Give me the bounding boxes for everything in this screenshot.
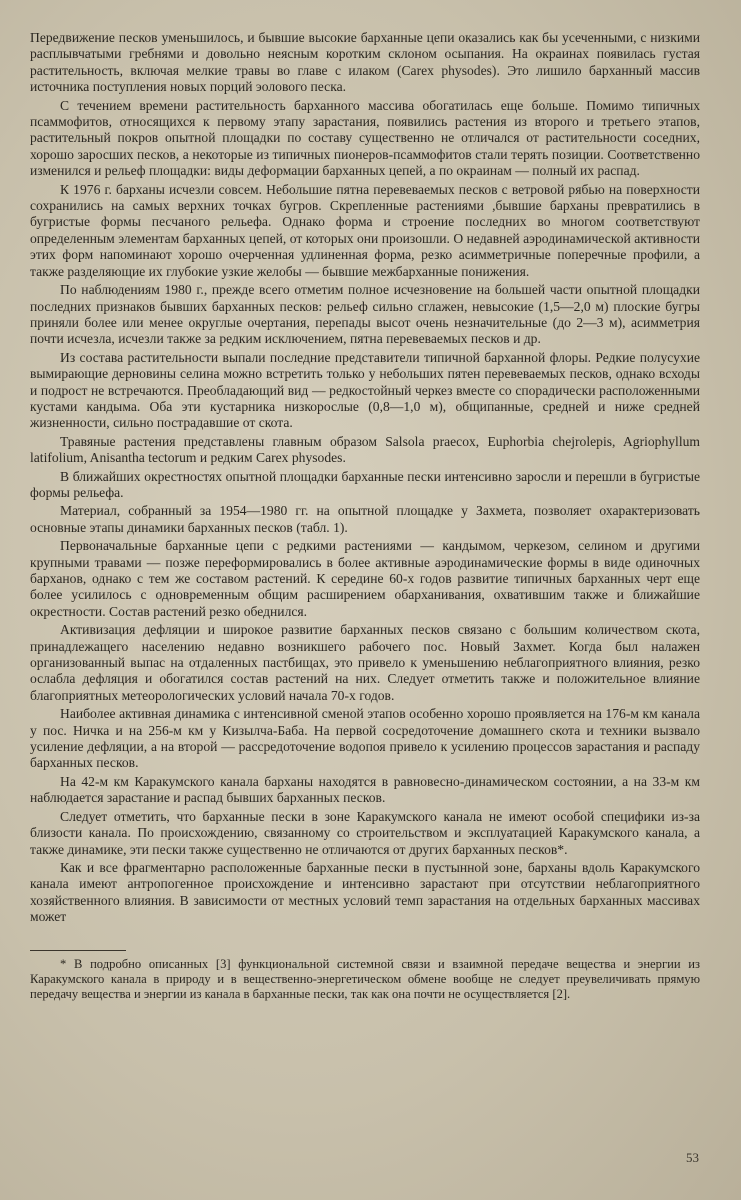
paragraph-2: С течением времени растительность барханного массива обогатилась еще больше. Помимо типичных псаммофитов, относящихся к первому этапу зарастания, появились растения из второго и третьего этапов, растительный покров опытной площадки по составу существенно не отличался от растительности соседних, хорошо заросших песков, а некоторые из типичных пионеров-псаммофитов стали терять позиции. Соответственно изменился и рельеф площадки: виды деформации барханных цепей, а по окраинам — полный их распад. (30, 97, 700, 179)
page-number: 53 (686, 1150, 699, 1165)
paragraph-11: Наиболее активная динамика с интенсивной сменой этапов особенно хорошо проявляется на 176-м км канала у пос. Ничка и на 256-м км у Кизылча-Баба. На первой сосредоточение домашнего скота и техники вызвало усиление дефляции, а на второй — рассредоточение водопоя привело к усилению процессов зарастания и распаду барханных песков. (30, 706, 700, 771)
paragraph-14: Как и все фрагментарно расположенные барханные пески в пустынной зоне, барханы вдоль Каракумского канала имеют антропогенное происхождение и интенсивно зарастают при отсутствии неблагоприятного хозяйственного влияния. В зависимости от местных условий темп зарастания на отдельных барханных массивах может (30, 859, 700, 925)
paragraph-8: Материал, собранный за 1954—1980 гг. на опытной площадке у Захмета, позволяет охарактеризовать основные этапы динамики барханных песков (табл. 1). (30, 503, 700, 535)
paragraph-4: По наблюдениям 1980 г., прежде всего отметим полное исчезновение на большей части опытной площадки последних признаков бывших барханных песков: рельеф сильно сглажен, невысокие (1,5—2,0 м) плоские бугры приняли более или менее округлые очертания, перепады высот очень незначительные (до 2—3 м), асимметрия почти исчезла, исчезли также за редким исключением, пятна перевеваемых песков и др. (30, 282, 700, 347)
paragraph-13: Следует отметить, что барханные пески в зоне Каракумского канала не имеют особой специфики из-за близости канала. По происхождению, связанному со строительством и эксплуатацией Каракумского канала, а также динамике, эти пески также существенно не отличаются от других барханных песков*. (30, 808, 700, 857)
paragraph-3: К 1976 г. барханы исчезли совсем. Небольшие пятна перевеваемых песков с ветровой рябью на поверхности сохранились на самых верхних точках бугров. Скрепленные растениями ,бывшие барханы превратились в бугристые формы песчаного рельефа. Однако форма и строение последних во многом соответствуют определенным элементам барханных цепей, от которых они произошли. О недавней аэродинамической активности этих форм напоминают хорошо очерченная удлиненная форма, резко асимметричные поперечные профили, а также разделяющие их глубокие узкие желобы — бывшие межбарханные понижения. (30, 181, 700, 279)
page-body (30, 30, 700, 1002)
footnote-rule (30, 950, 126, 951)
paragraph-12: На 42-м км Каракумского канала барханы находятся в равновесно-динамическом состоянии, а на 33-м км наблюдается зарастание и распад бывших барханных песков. (30, 773, 700, 806)
paragraph-7: В ближайших окрестностях опытной площадки барханные пески интенсивно заросли и перешли в бугристые формы рельефа. (30, 468, 700, 500)
paragraph-10: Активизация дефляции и широкое развитие барханных песков связано с большим количеством скота, принадлежащего населению недавно возникшего рабочего пос. Новый Захмет. Когда был налажен организованный выпас на отдаленных пастбищах, это привело к уменьшению неблагоприятного влияния, резко ослабла дефляция и обогатился состав растений на них. Следует отметить также и положительное влияние благоприятных метеорологических условий начала 70-х годов. (30, 622, 700, 703)
paragraph-1: Передвижение песков уменьшилось, и бывшие высокие барханные цепи оказались как бы усеченными, с низкими расплывчатыми гребнями и довольно неясным коротким склоном осыпания. На окраинах появилась густая растительность, включая мелкие травы во главе с илаком (Carex physodes). Это лишило барханный массив источника поступления новых порций эолового песка. (30, 30, 700, 95)
paragraph-6: Травяные растения представлены главным образом Salsola praecox, Euphorbia chejrolepis, Agriophyllum latifolium, Anisantha tectorum и редким Carex physodes. (30, 433, 700, 466)
footnote: * В подробно описанных [3] функциональной системной связи и взаимной передаче вещества и энергии из Каракумского канала в природу и в вещественно-энергетическом обмене вообще не следует преувеличивать прямую передачу вещества и энергии из канала в барханные пески, так как она почти не осуществляется [2]. (30, 956, 700, 1001)
paragraph-9: Первоначальные барханные цепи с редкими растениями — кандымом, черкезом, селином и другими крупными травами — позже переформировались в более активные аэродинамические формы в виде одиночных барханов, однако с тем же составом растений. К середине 60-х годов развитие типичных барханных черт еще более усилилось с одновременным общим расширением обарханивания, охватившим также и ближайшие окрестности. Состав растений резко обеднился. (30, 538, 700, 619)
paragraph-5: Из состава растительности выпали последние представители типичной барханной флоры. Редкие полусухие вымирающие дерновины селина можно встретить только у небольших пятен перевеваемых песков, однако всходы и подрост не встречаются. Преобладающий вид — редкостойный черкез вместе со спорадически расположенными кустами кандыма. Оба эти кустарника низкорослые (0,8—1,0 м), общипанные, средней и ниже средней жизненности, сильно пострадавшие от скота. (30, 349, 700, 431)
